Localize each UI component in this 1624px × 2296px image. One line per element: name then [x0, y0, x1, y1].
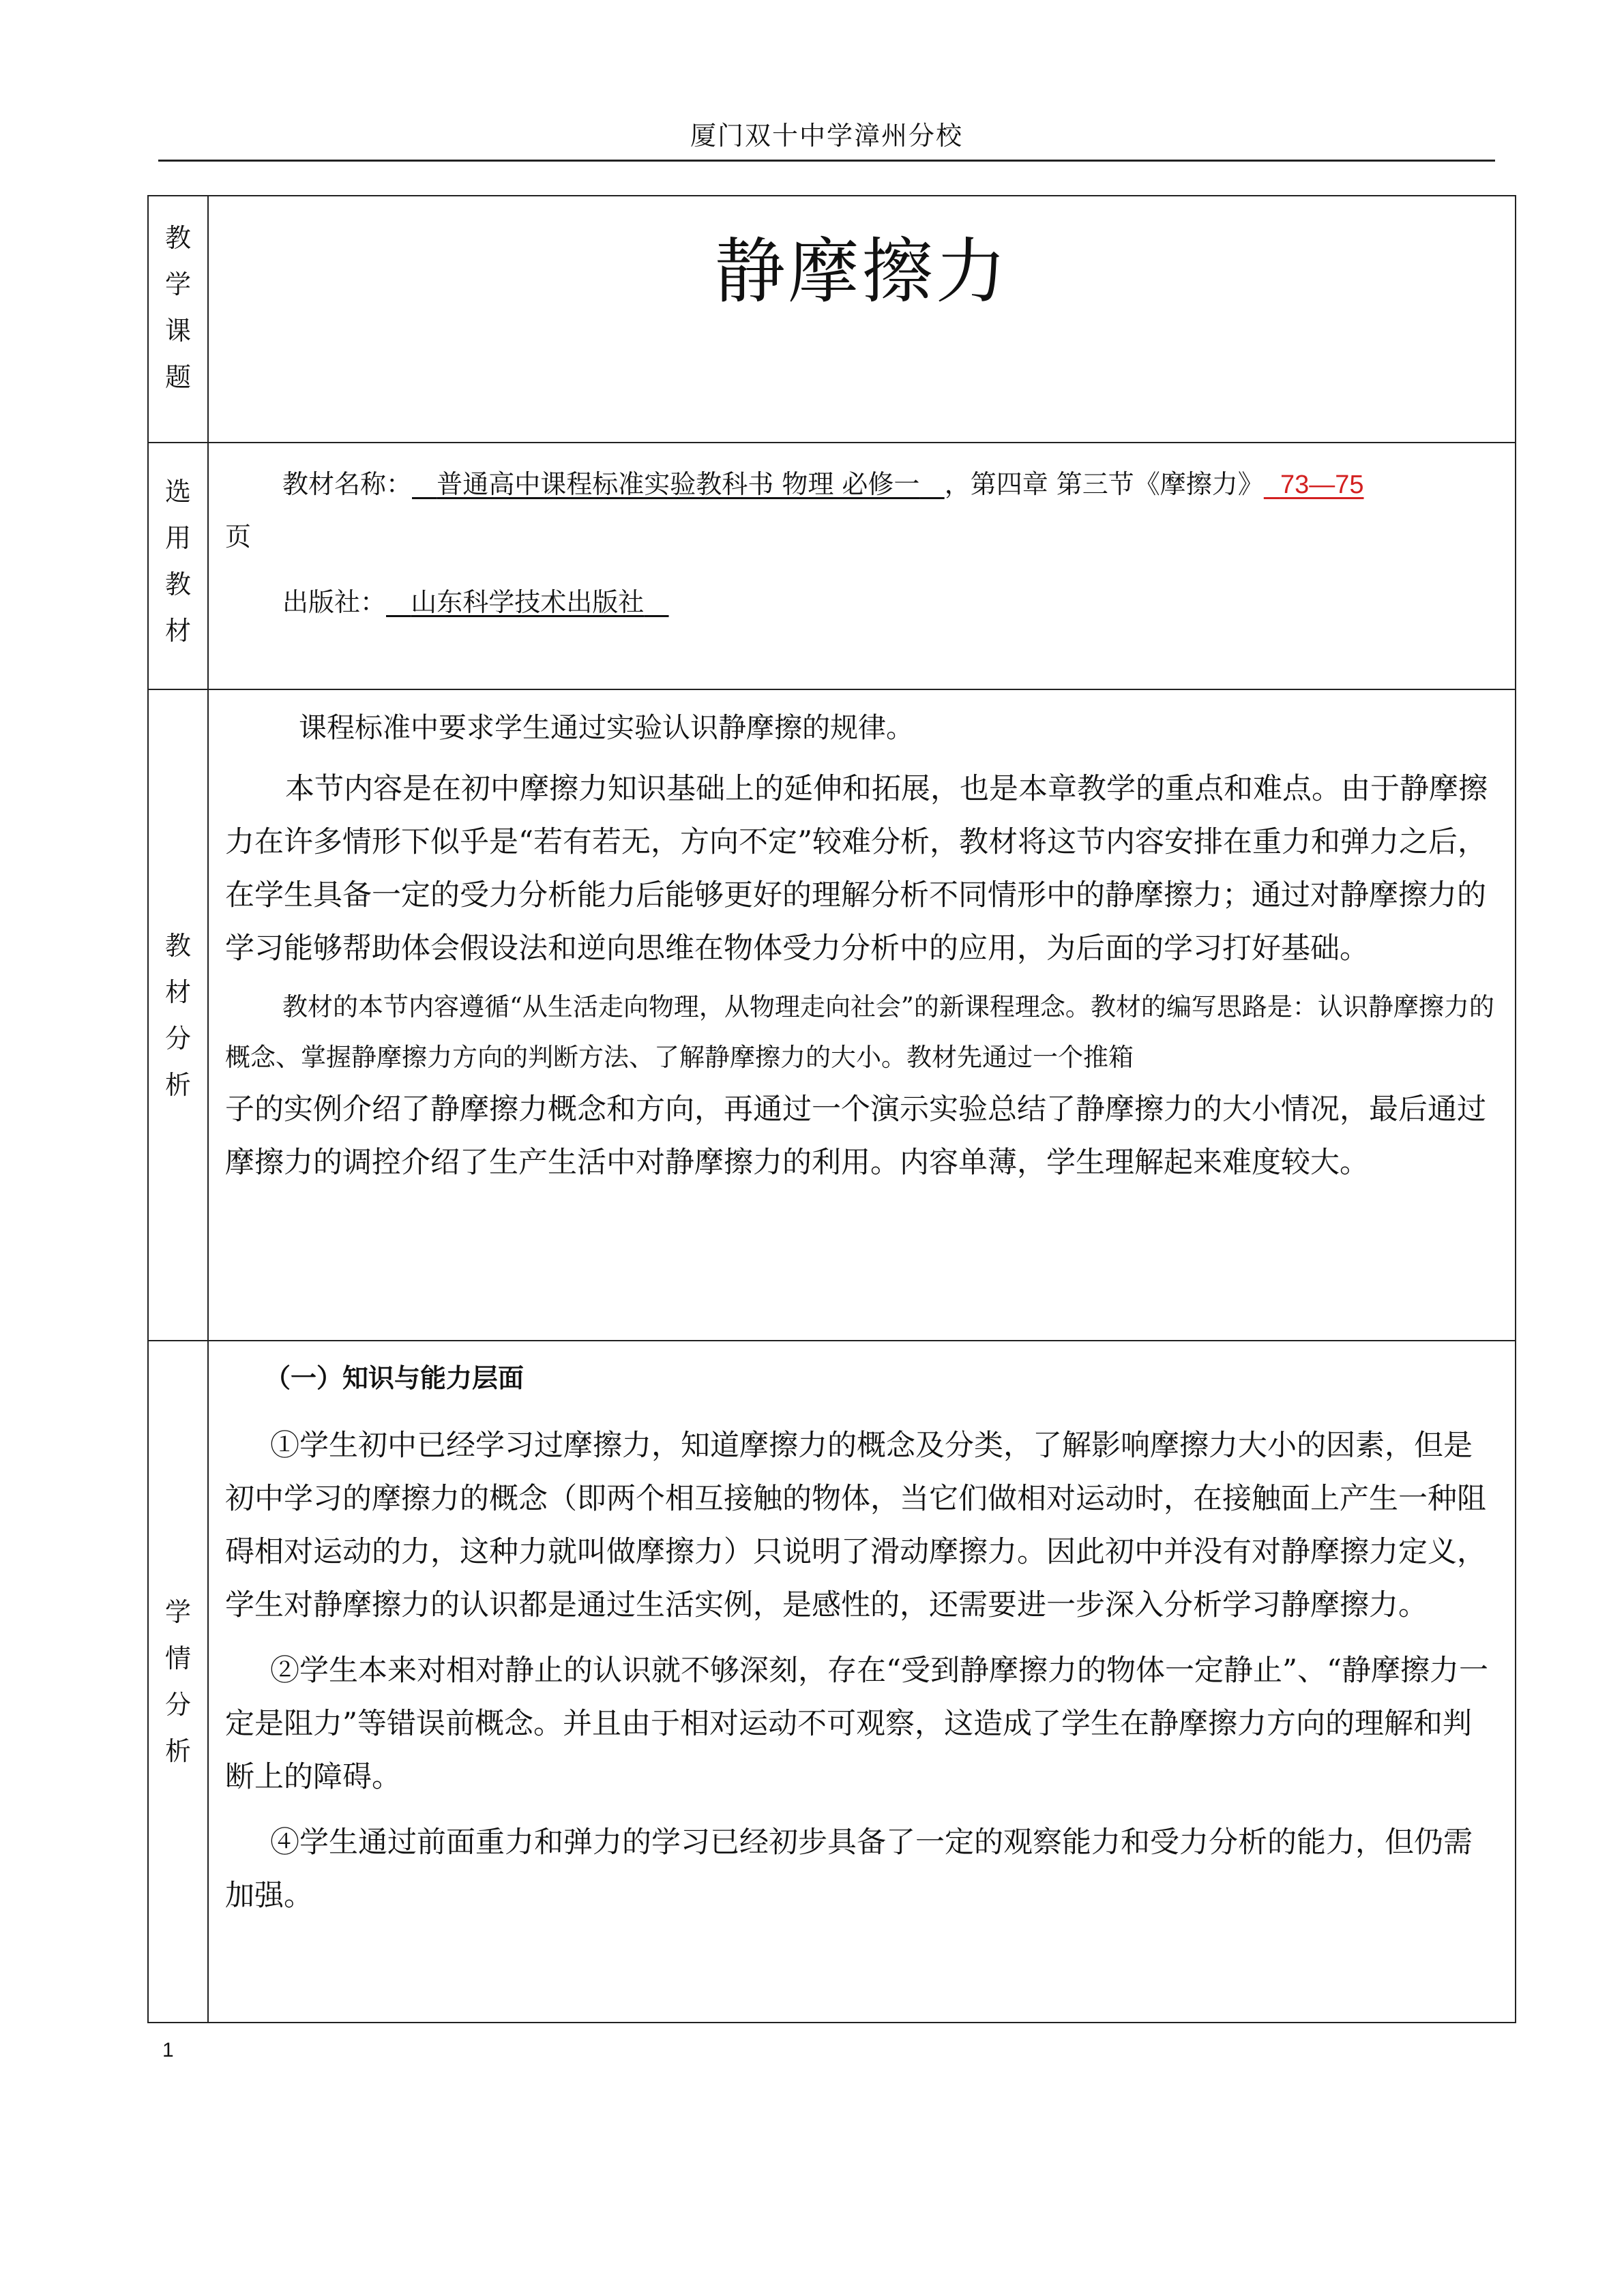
row-topic — [148, 196, 1516, 443]
page-number: 1 — [162, 2039, 174, 2061]
textbook-name-label: 教材名称： — [282, 469, 413, 499]
publisher-value: 山东科学技术出版社 — [411, 587, 645, 617]
textbook-cell — [208, 443, 1516, 689]
lesson-plan-table — [147, 195, 1516, 2023]
lesson-title: 静摩擦力 — [714, 230, 1009, 313]
students-cell — [208, 1341, 1516, 2023]
topic-cell — [208, 196, 1516, 443]
row-student-analysis — [148, 1341, 1516, 2023]
analysis-para-2: 本节内容是在初中摩擦力知识基础上的延伸和拓展，也是本章教学的重点和难点。由于静摩擦力在许多情形下似乎是“若有若无，方向不定”较难分析，教材将这节内容安排在重力和弹力之后，在学生具备一定的受力分析能力后能够更好的理解分析不同情形中的静摩擦力；通过对静摩擦力的学习能够帮助体会假设法和逆向思维在物体受力分析中的应用，为后面的学习打好基础。 — [225, 772, 1488, 966]
analysis-para-3a: 教材的本节内容遵循“从生活走向物理，从物理走向社会”的新课程理念。教材的编写思路是：认识静摩擦力的概念、掌握静摩擦力方向的判断方法、了解静摩擦力的大小。教材先通过一个推箱 — [225, 992, 1494, 1072]
analysis-cell — [208, 689, 1516, 1341]
row-textbook — [148, 443, 1516, 689]
textbook-name-line — [225, 458, 1498, 511]
students-para-1: ①学生初中已经学习过摩擦力，知道摩擦力的概念及分类，了解影响摩擦力大小的因素，但是初中学习的摩擦力的概念（即两个相互接触的物体，当它们做相对运动时，在接触面上产生一种阻碍相对运动的力，这种力就叫做摩擦力）只说明了滑动摩擦力。因此初中并没有对静摩擦力定义，学生对静摩擦力的认识都是通过生活实例，是感性的，还需要进一步深入分析学习静摩擦力。 — [225, 1429, 1486, 1622]
analysis-para-1: 课程标准中要求学生通过实验认识静摩擦的规律。 — [299, 711, 914, 744]
students-para-2: ②学生本来对相对静止的认识就不够深刻，存在“受到静摩擦力的物体一定静止”、“静摩擦力一定是阻力”等错误前概念。并且由于相对运动不可观察，这造成了学生在静摩擦力方向的理解和判断上的障碍。 — [225, 1654, 1488, 1794]
textbook-chapter: ，第四章 第三节《摩擦力》 — [944, 469, 1264, 499]
students-heading: （一）知识与能力层面 — [265, 1363, 525, 1393]
label-topic: 教 学 课 题 — [148, 196, 208, 443]
label-analysis: 教 材 分 析 — [148, 689, 208, 1341]
analysis-para-3b: 子的实例介绍了静摩擦力概念和方向，再通过一个演示实验总结了静摩擦力的大小情况，最后通过摩擦力的调控介绍了生产生活中对静摩擦力的利用。内容单薄，学生理解起来难度较大。 — [225, 1092, 1486, 1180]
school-header: 厦门双十中学漳州分校 — [690, 121, 963, 151]
header-divider — [158, 160, 1495, 162]
textbook-name-value: 普通高中课程标准实验教科书 物理 必修一 — [437, 469, 920, 499]
label-textbook: 选 用 教 材 — [148, 443, 208, 689]
students-para-3: ④学生通过前面重力和弹力的学习已经初步具备了一定的观察能力和受力分析的能力，但仍需加强。 — [225, 1825, 1473, 1913]
publisher-line — [225, 576, 1498, 628]
textbook-pages-unit: 页 — [225, 522, 252, 552]
textbook-pages: 73—75 — [1280, 471, 1364, 499]
publisher-label: 出版社： — [282, 587, 387, 617]
row-textbook-analysis — [148, 689, 1516, 1341]
label-students: 学 情 分 析 — [148, 1341, 208, 2023]
